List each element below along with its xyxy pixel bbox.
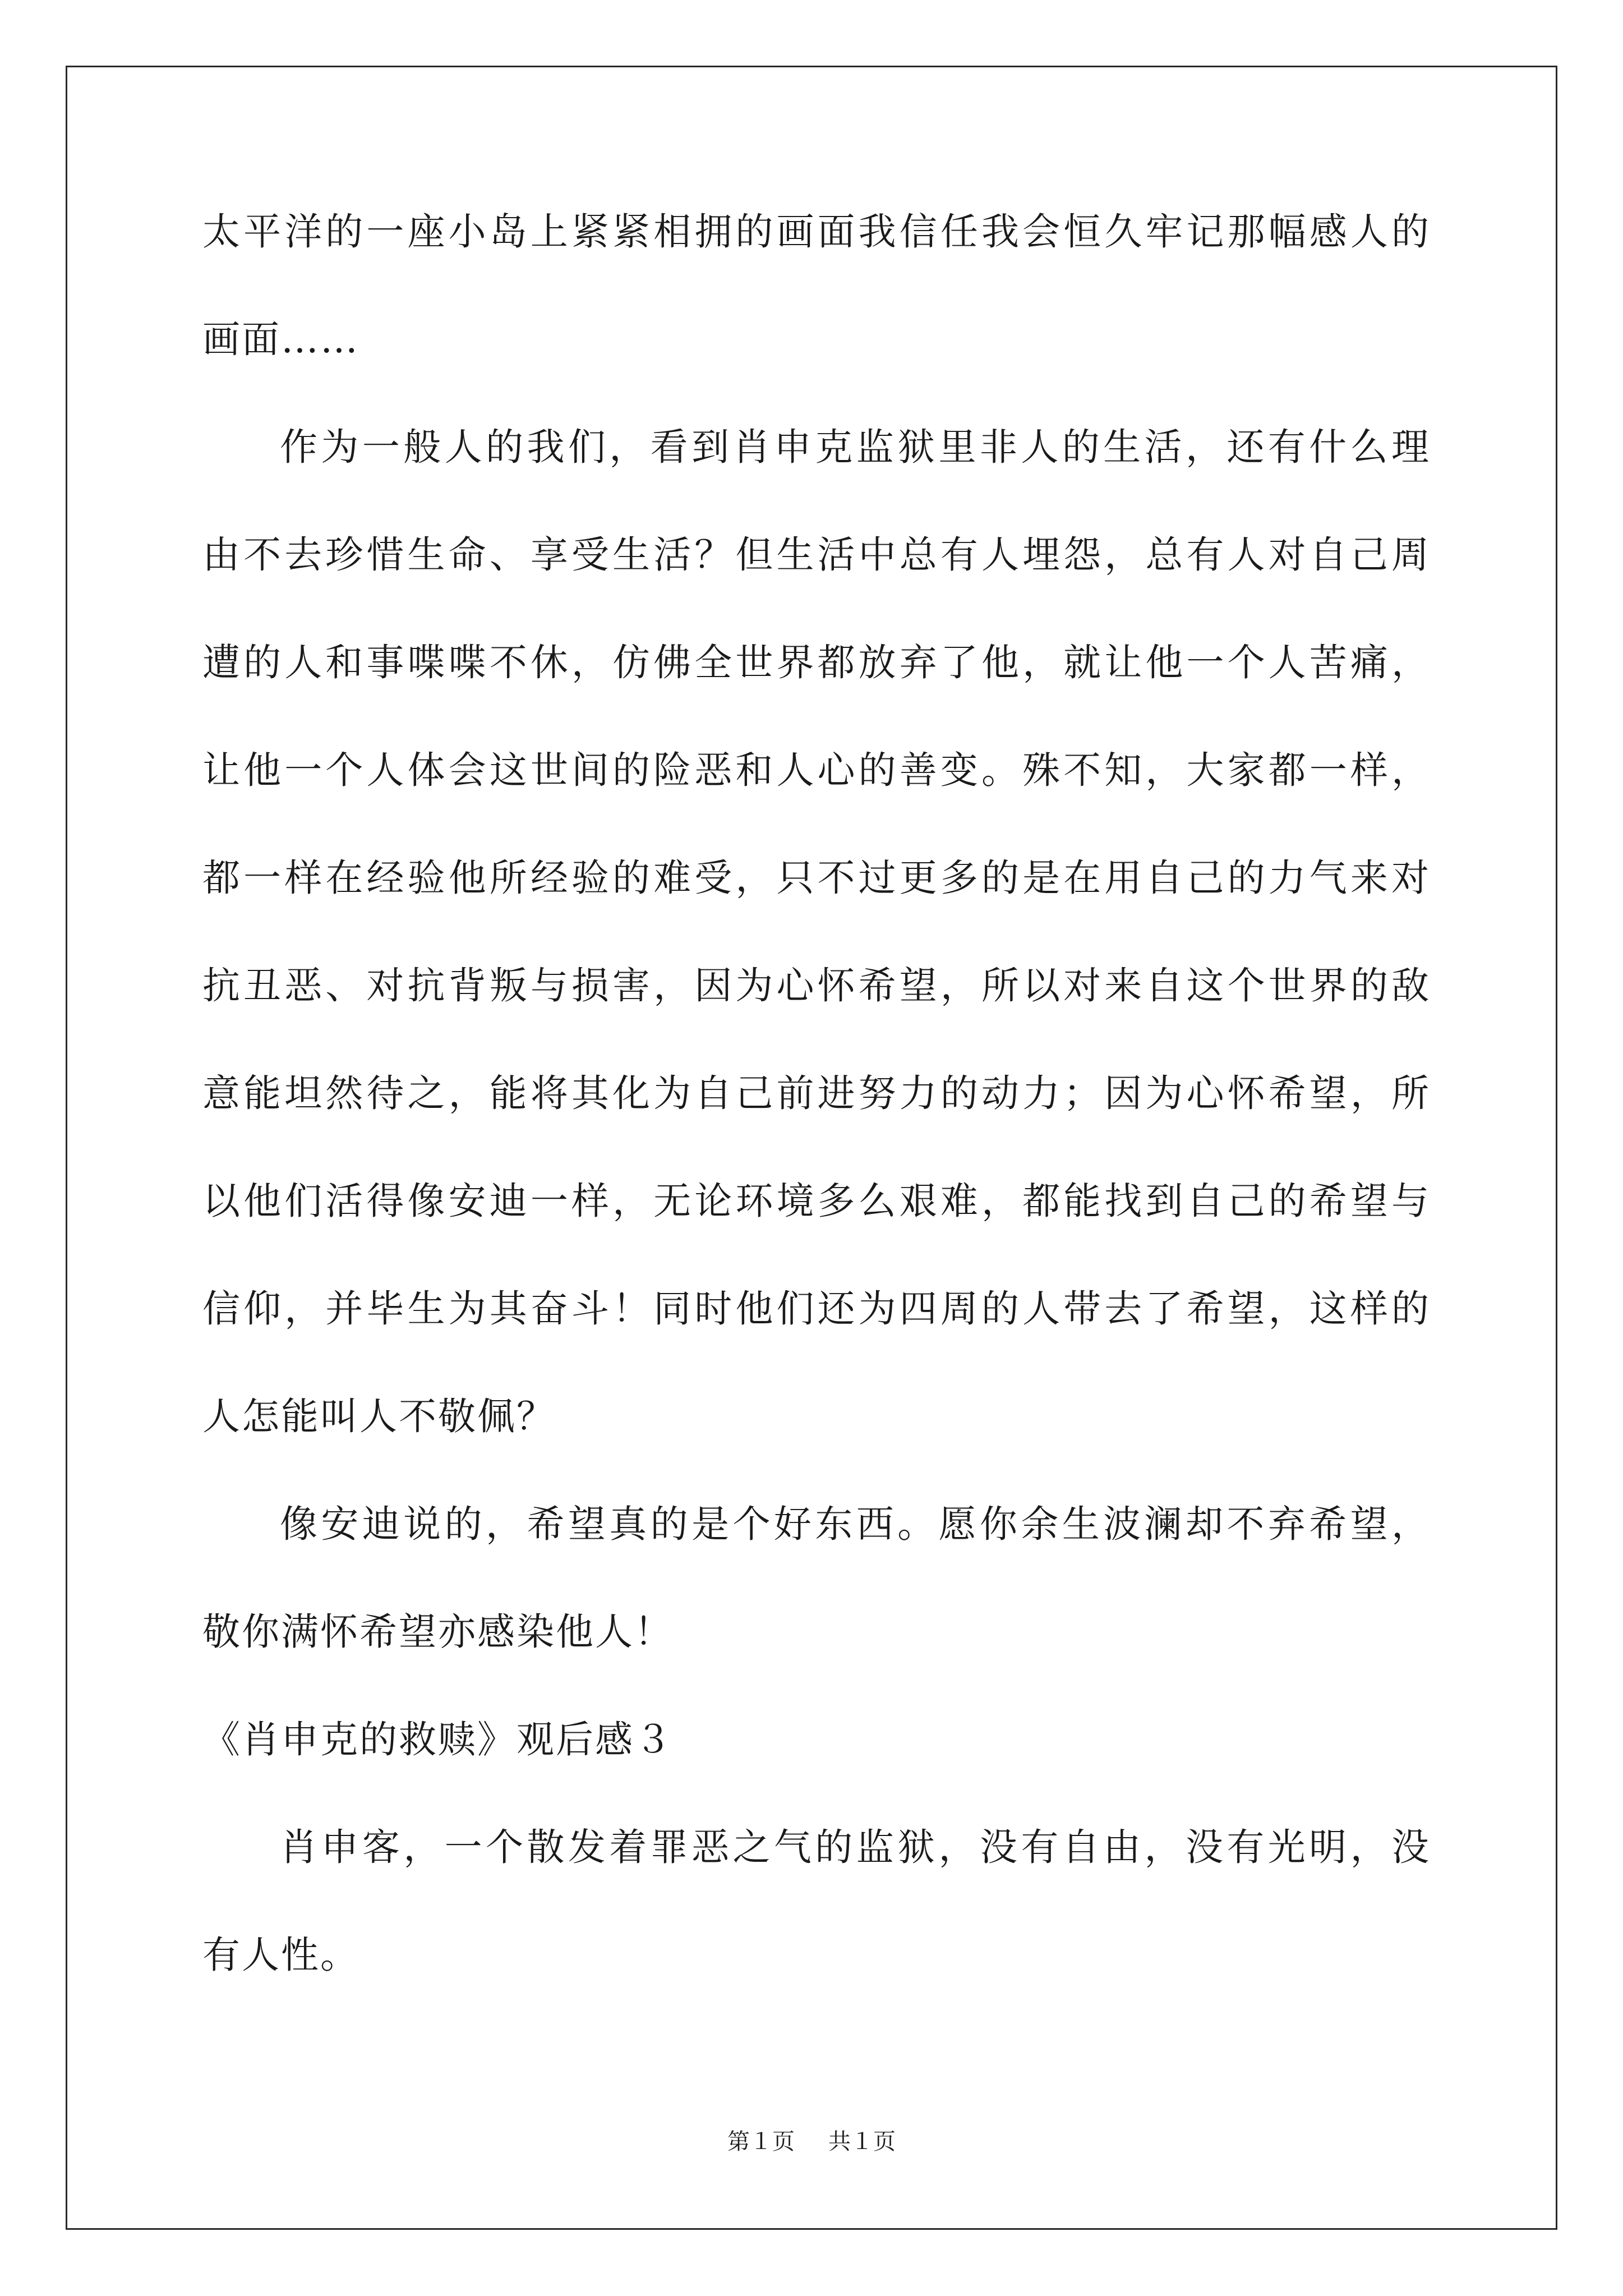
text-line: 都一样在经验他所经验的难受，只不过更多的是在用自己的力气来对 xyxy=(202,856,1431,900)
document-body xyxy=(202,210,1431,1977)
text-line: 有人性。 xyxy=(202,1933,359,1977)
paragraph-start-line: 像安迪说的，希望真的是个好东西。愿你余生波澜却不弃希望， xyxy=(280,1502,1431,1546)
text-line: 以他们活得像安迪一样，无论环境多么艰难，都能找到自己的希望与 xyxy=(202,1179,1431,1223)
text-line: 抗丑恶、对抗背叛与损害，因为心怀希望，所以对来自这个世界的敌 xyxy=(202,964,1431,1007)
section-heading: 《肖申克的救赎》观后感３ xyxy=(202,1718,674,1761)
page-footer xyxy=(0,2131,1623,2153)
text-line: 意能坦然待之，能将其化为自己前进努力的动力；因为心怀希望，所 xyxy=(202,1071,1431,1115)
page-number-total: 共１页 xyxy=(828,2129,896,2155)
paragraph-start-line: 作为一般人的我们，看到肖申克监狱里非人的生活，还有什么理 xyxy=(280,425,1431,469)
text-line: 由不去珍惜生命、享受生活？但生活中总有人埋怨，总有人对自己周 xyxy=(202,533,1431,577)
text-line: 敬你满怀希望亦感染他人！ xyxy=(202,1610,674,1654)
text-line: 遭的人和事喋喋不休，仿佛全世界都放弃了他，就让他一个人苦痛， xyxy=(202,641,1431,684)
text-line: 画面…… xyxy=(202,318,359,361)
text-line: 让他一个人体会这世间的险恶和人心的善变。殊不知，大家都一样， xyxy=(202,748,1431,792)
text-line: 人怎能叫人不敬佩？ xyxy=(202,1395,556,1438)
page-number-current: 第１页 xyxy=(727,2129,795,2155)
text-line: 信仰，并毕生为其奋斗！同时他们还为四周的人带去了希望，这样的 xyxy=(202,1287,1431,1331)
paragraph-start-line: 肖申客，一个散发着罪恶之气的监狱，没有自由，没有光明，没 xyxy=(280,1825,1431,1869)
text-line: 太平洋的一座小岛上紧紧相拥的画面我信任我会恒久牢记那幅感人的 xyxy=(202,210,1431,254)
